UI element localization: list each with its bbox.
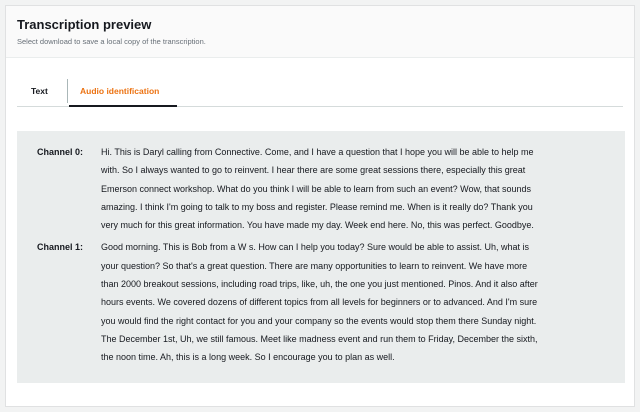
transcription-preview-panel: [5, 5, 635, 407]
tab-text[interactable]: Text: [31, 86, 48, 96]
transcript-content[interactable]: [17, 131, 625, 383]
channel-row: [17, 238, 625, 366]
panel-title: Transcription preview: [17, 17, 152, 32]
channel-label: Channel 0:: [37, 147, 84, 157]
panel-header: [6, 6, 634, 58]
channel-row: [17, 143, 625, 234]
channel-label: Channel 1:: [37, 242, 84, 253]
tab-bar: [17, 75, 623, 107]
panel-description: Select download to save a local copy of the transcription.: [17, 37, 206, 46]
tab-divider: [67, 79, 68, 103]
channel-transcript: Good morning. This is Bob from a W s. How can I help you today? Sure would be able to assist. Uh, what is your question? So that's a great question. There are many opportunities to learn to reinvent. We have more than 2000 breakout sessions, including road trips, like, uh, the one you just mentioned. Pinos. And it also after hours events. We covered dozens of different topics from all levels for beginners or to advanced. And I'm sure you would find the right contact for you and your company so the events would stop them there Sunday night. The December 1st, Uh, we still famous. Meet like madness event and run them to Friday, December the sixth, the noon time. Ah, this is a long week. So I encourage you to plan as well.: [101, 242, 538, 363]
channel-transcript: Hi. This is Daryl calling from Connective. Come, and I have a question that I hope you will be able to help me with. So I always wanted to go to reinvent. I hear there are some great sessions there, especially this great Emerson connect workshop. What do you think I will be able to learn from such an event? Wow, that sounds amazing. I think I'm going to talk to my boss and register. Please remind me. When is it really do? Thank you very much for this great information. You have made my day. Week end here. No, this was perfect. Goodbye.: [101, 147, 534, 231]
tab-audio-identification[interactable]: Audio identification: [69, 75, 177, 107]
